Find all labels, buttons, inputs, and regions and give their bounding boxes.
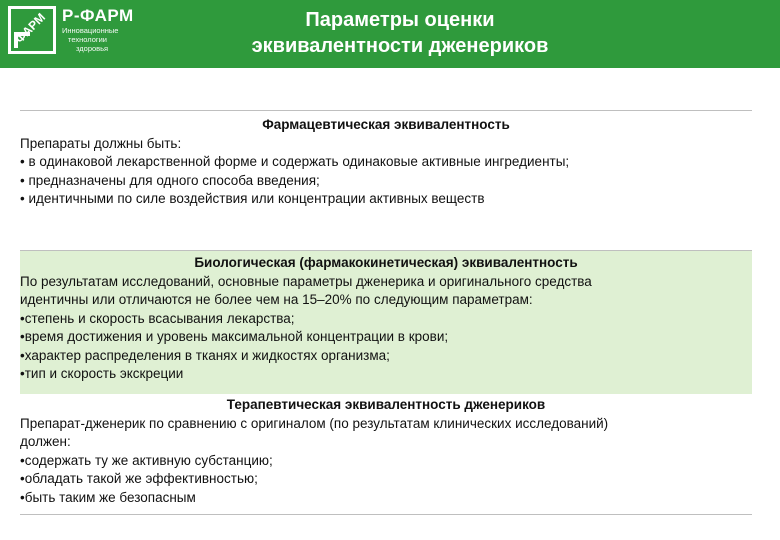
brand-name: Р-ФАРМ [62,6,134,25]
section-line: Препараты должны быть: [20,135,182,151]
section-line: Препарат-дженерик по сравнению с оригиналом (по результатам клинических исследований) [20,415,609,431]
section-line: •обладать такой же эффективностью; [20,471,258,486]
page-title [190,7,610,59]
brand-tagline-line: здоровья [76,44,109,53]
section-pharmaceutical [20,116,752,209]
section-line: •содержать ту же активную субстанцию; [20,452,273,468]
brand-tagline-line: технологии [68,35,108,44]
section-title: Биологическая (фармакокинетическая) эквивалентность [194,255,578,270]
brand-block [62,6,134,53]
logo-text: ФАРМ [12,10,49,47]
divider [20,514,752,515]
header-bar [0,0,780,68]
section-line: •быть таким же безопасным [20,489,196,505]
section-line: •характер распределения в тканях и жидкостях организма; [20,347,390,363]
section-line: •время достижения и уровень максимальной концентрации в крови; [20,329,449,344]
r-pharm-logo-icon [8,6,56,54]
section-line: • предназначены для одного способа введения; [20,172,320,188]
section-title: Терапевтическая эквивалентность дженериков [226,397,546,412]
section-line: идентичны или отличаются не более чем на 15–20% по следующим параметрам: [20,292,533,307]
section-line: • идентичными по силе воздействия или концентрации активных веществ [20,191,485,206]
brand-tagline [62,26,134,53]
page-title-line: Параметры оценки [305,9,495,31]
page-title-line: эквивалентности дженериков [251,35,549,57]
section-line: •степень и скорость всасывания лекарства; [20,310,295,326]
divider [20,110,752,111]
section-therapeutic [20,396,752,507]
brand-tagline-line: Инновационные [62,26,119,35]
section-line: По результатам исследований, основные параметры дженерика и оригинального средства [20,273,592,289]
section-title: Фармацевтическая эквивалентность [262,117,510,132]
section-line: должен: [20,434,71,449]
section-line: • в одинаковой лекарственной форме и содержать одинаковые активные ингредиенты; [20,154,570,169]
section-biological [20,251,752,394]
section-line: •тип и скорость экскреции [20,366,184,381]
